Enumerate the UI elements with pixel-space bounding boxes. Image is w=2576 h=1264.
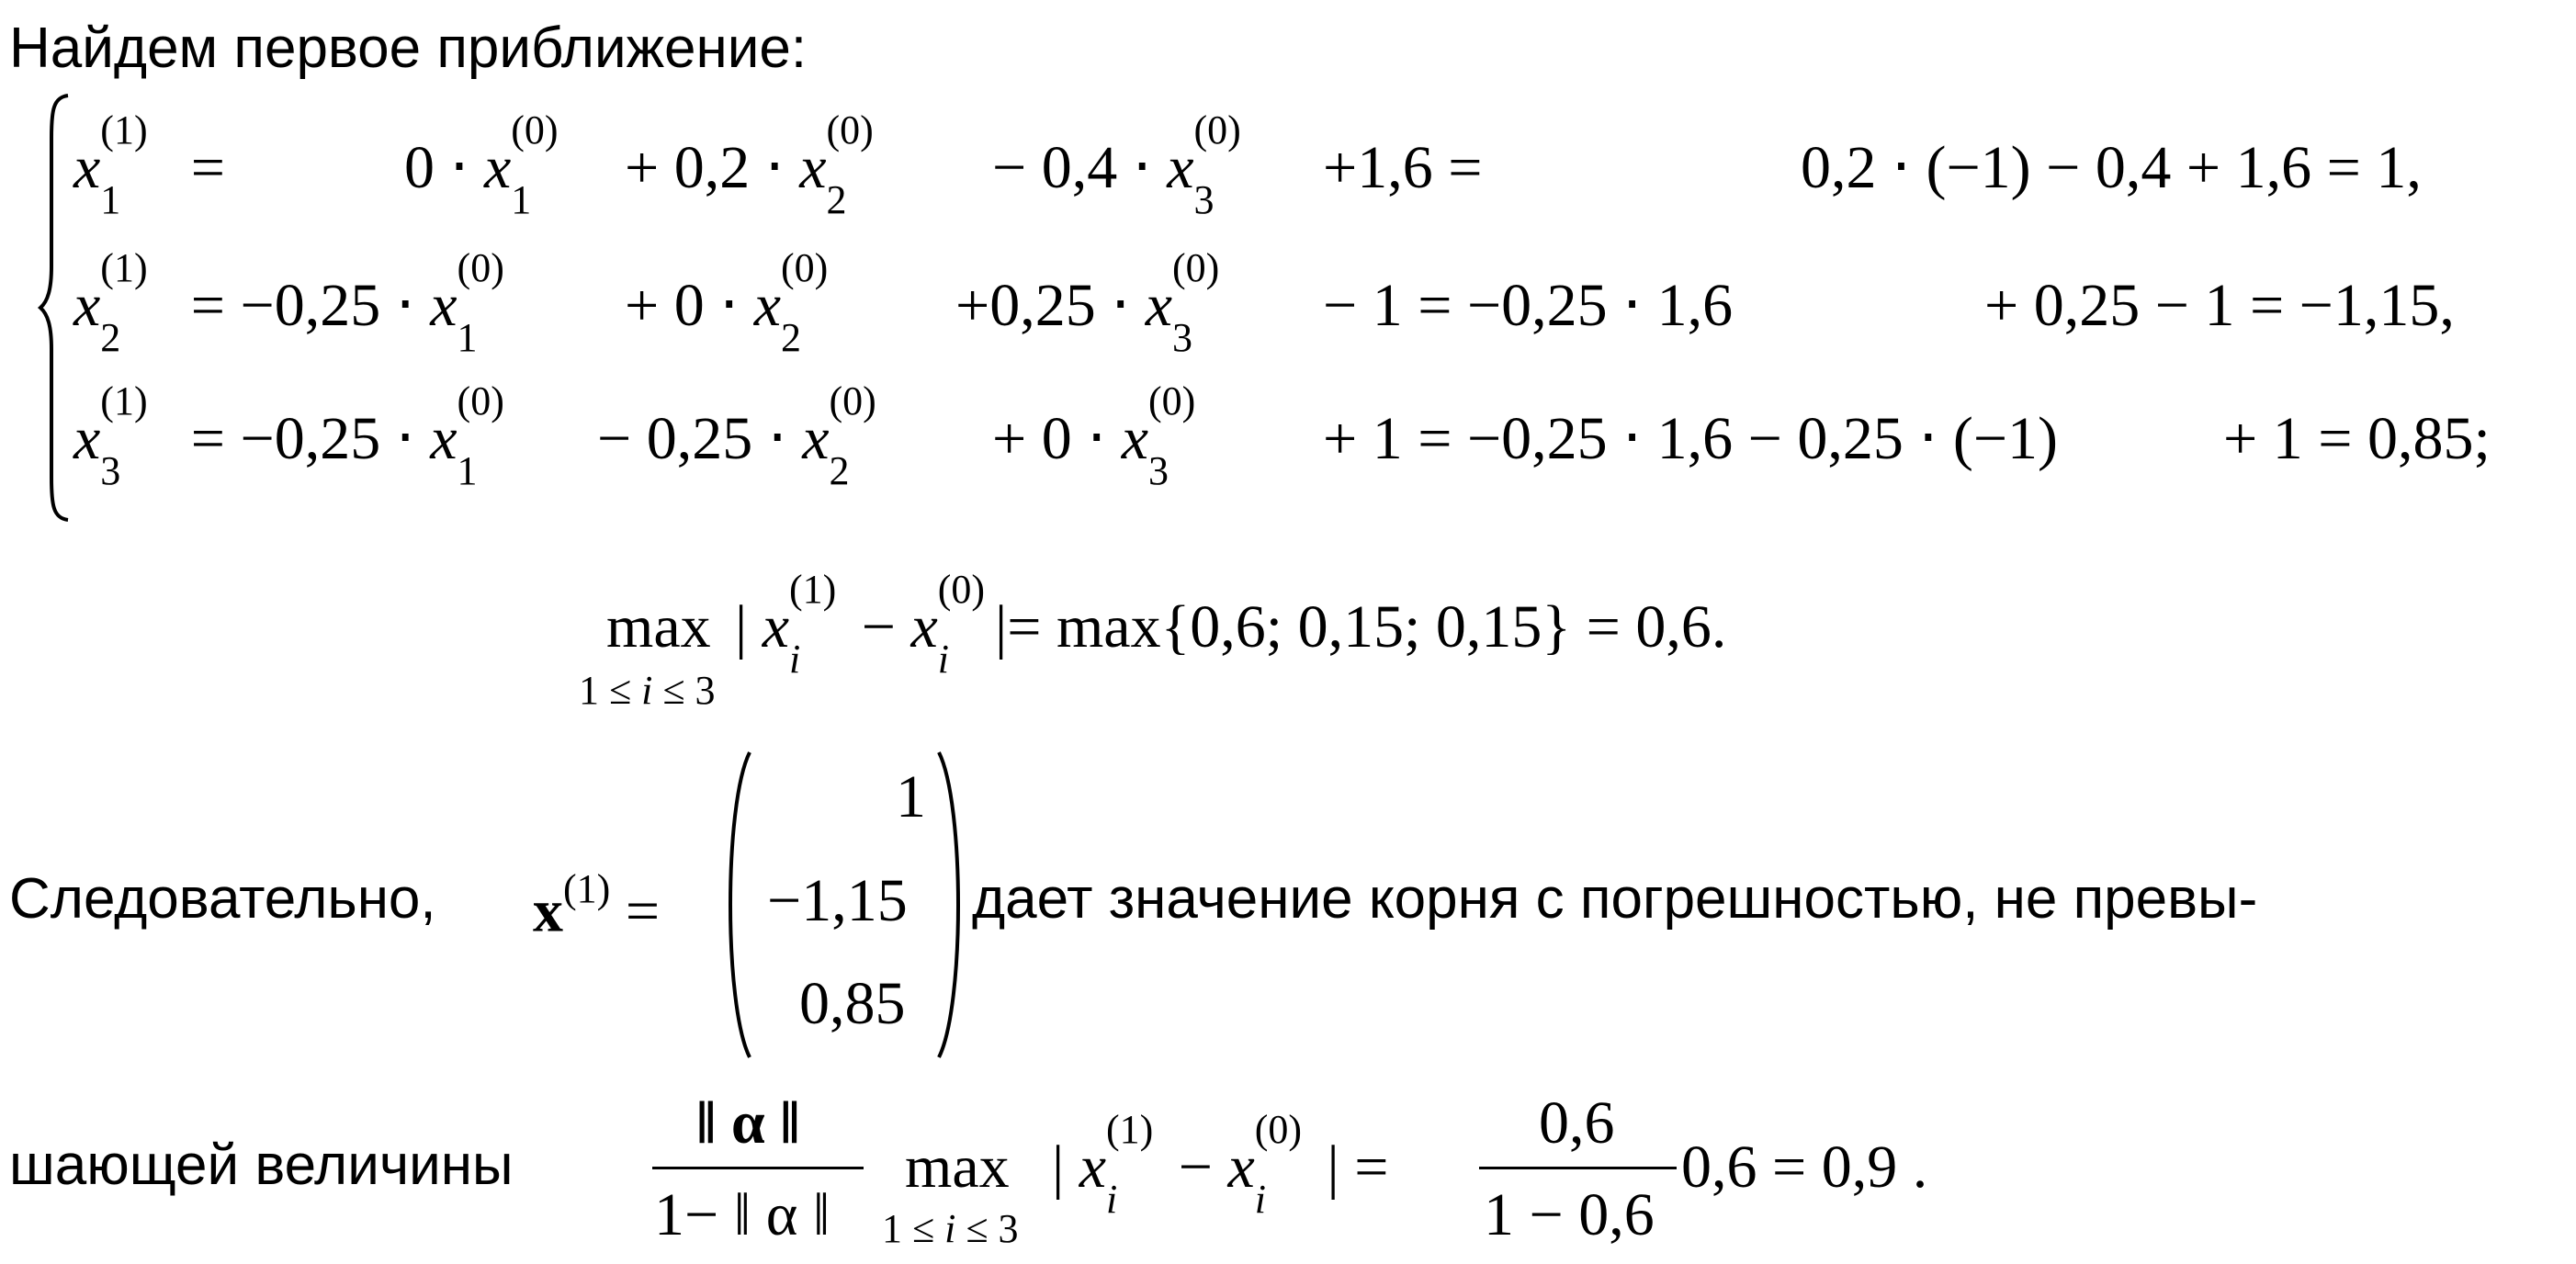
conclusion-prefix: Следовательно, bbox=[9, 867, 436, 931]
final-prefix: шающей величины bbox=[9, 1134, 514, 1197]
vector-entry-3: 0,85 bbox=[799, 970, 906, 1037]
system-row-1-terms: 0 ⋅ x (0) 1 bbox=[404, 107, 559, 222]
system-brace bbox=[37, 92, 73, 524]
system-row-2: x (1) 2 = −0,25 ⋅ x (0) 1 bbox=[73, 244, 504, 360]
vector-entry-2: −1,15 bbox=[767, 867, 908, 934]
vector-name: $x^{(1)}$ = bbox=[533, 866, 661, 945]
intro-text: Найдем первое приближение: bbox=[9, 17, 808, 80]
system-row-2-term2: + 0 ⋅ x (0) 2 bbox=[625, 244, 829, 360]
system-row-1-term4: +1,6 = bbox=[1323, 134, 1483, 201]
system-row-3-term4: + 1 = −0,25 ⋅ 1,6 − 0,25 ⋅ (−1) bbox=[1323, 405, 2059, 472]
system-row-1-term3: − 0,4 ⋅ x (0) 3 bbox=[992, 107, 1241, 222]
fraction-norm-numerator: ‖ α ‖ bbox=[696, 1089, 800, 1157]
max-operator: max bbox=[606, 593, 711, 660]
system-row-3-term2: − 0,25 ⋅ x (0) 2 bbox=[597, 378, 876, 493]
system-row-1: x (1) 1 = bbox=[73, 107, 226, 222]
system-row-3-rhs: + 1 = 0,85; bbox=[2223, 405, 2491, 472]
system-row-2-rhs: + 0,25 − 1 = −1,15, bbox=[1984, 272, 2455, 339]
vector-paren-right bbox=[935, 749, 972, 1061]
system-row-3-term3: + 0 ⋅ x (0) 3 bbox=[992, 378, 1196, 493]
fraction-norm-bar bbox=[652, 1167, 864, 1169]
system-row-3: x (1) 3 = −0,25 ⋅ x (0) 1 bbox=[73, 378, 504, 493]
system-row-1-term2: + 0,2 ⋅ x (0) 2 bbox=[625, 107, 874, 222]
vector-paren-left bbox=[717, 749, 753, 1061]
final-max-operator: max bbox=[905, 1134, 1010, 1201]
final-max-expression: | x (1) i − x (0) i | = bbox=[1052, 1106, 1389, 1222]
system-row-2-term3: +0,25 ⋅ x (0) 3 bbox=[955, 244, 1220, 360]
vector-entry-1: 1 bbox=[896, 763, 926, 830]
fraction-value-bar bbox=[1479, 1167, 1677, 1169]
final-tail: 0,6 = 0,9 . bbox=[1681, 1134, 1928, 1201]
max-expression: | x (1) i − x (0) i |= max{0,6; 0,15; 0,15} = 0,6. bbox=[735, 566, 1727, 682]
max-range: 1 ≤ i ≤ 3 bbox=[579, 668, 716, 713]
fraction-norm-denominator: 1− ‖ α ‖ bbox=[654, 1181, 830, 1248]
final-max-range: 1 ≤ i ≤ 3 bbox=[882, 1206, 1019, 1251]
fraction-value-numerator: 0,6 bbox=[1539, 1089, 1615, 1157]
system-row-1-rhs: 0,2 ⋅ (−1) − 0,4 + 1,6 = 1, bbox=[1801, 134, 2422, 201]
fraction-value-denominator: 1 − 0,6 bbox=[1484, 1181, 1655, 1248]
system-row-2-term4: − 1 = −0,25 ⋅ 1,6 bbox=[1323, 272, 1734, 339]
conclusion-suffix: дает значение корня с погрешностью, не превы- bbox=[972, 867, 2258, 931]
